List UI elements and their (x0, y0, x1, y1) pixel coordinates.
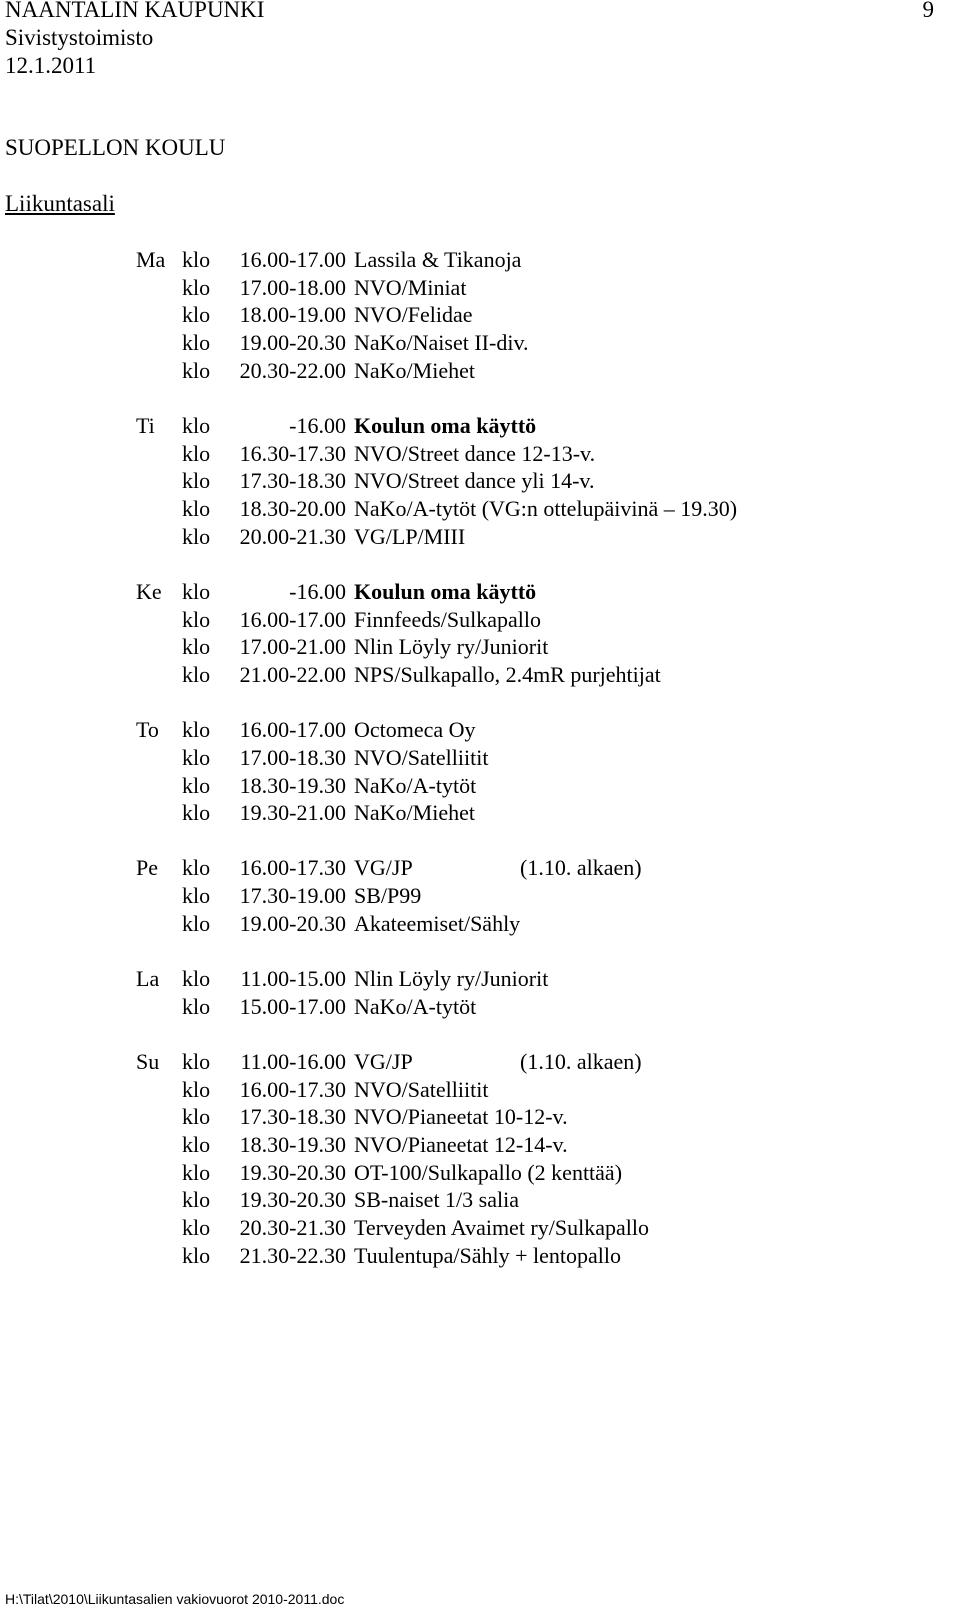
file-path-footer: H:\Tilat\2010\Liikuntasalien vakiovuorot 2010-2011.doc (5, 1591, 345, 1607)
activity-name: NVO/Satelliitit (354, 1076, 489, 1102)
klo-label: klo (182, 1131, 211, 1157)
day-label (136, 1186, 182, 1214)
klo-label: klo (182, 357, 211, 383)
schedule-row (136, 661, 737, 689)
time-range: 11.00-15.00 (240, 965, 346, 991)
time-range: 19.00-20.30 (239, 330, 346, 356)
day-label (136, 772, 182, 800)
activity-name: Akateemiset/Sähly (354, 910, 521, 936)
activity-name: VG/LP/MIII (354, 523, 466, 549)
time-range: 18.30-19.30 (239, 1131, 346, 1157)
activity-name: OT-100/Sulkapallo (2 kenttää) (354, 1159, 623, 1185)
school-title: SUOPELLON KOULU (5, 135, 226, 160)
klo-label: klo (182, 1104, 211, 1130)
day-block-la (136, 965, 737, 1020)
schedule-row (136, 965, 737, 993)
time-range: 16.30-17.30 (239, 440, 346, 466)
schedule-row (136, 882, 737, 910)
day-block-to (136, 716, 737, 827)
time-range: 17.00-18.00 (239, 274, 346, 300)
klo-label: klo (182, 800, 211, 826)
klo-label: klo (182, 910, 211, 936)
document-date: 12.1.2011 (5, 53, 97, 78)
activity-note: (1.10. alkaen) (520, 1048, 642, 1074)
day-block-su (136, 1048, 737, 1270)
day-block-ma (136, 246, 737, 384)
schedule-row (136, 606, 737, 634)
schedule-row (136, 329, 737, 357)
activity-name: Terveyden Avaimet ry/Sulkapallo (354, 1214, 649, 1240)
activity-name: NPS/Sulkapallo, 2.4mR purjehtijat (354, 661, 661, 687)
time-range: 17.00-18.30 (239, 744, 346, 770)
day-label (136, 910, 182, 938)
schedule-row (136, 357, 737, 385)
day-label (136, 1076, 182, 1104)
activity-name: NaKo/A-tytöt (354, 993, 477, 1019)
time-range: 18.00-19.00 (239, 302, 346, 328)
klo-label: klo (182, 634, 211, 660)
day-label (136, 274, 182, 302)
schedule-row (136, 1048, 737, 1076)
day-label (136, 799, 182, 827)
time-range: 19.30-20.30 (239, 1159, 346, 1185)
time-range: -16.00 (289, 412, 346, 438)
schedule-row (136, 578, 737, 606)
activity-name: NaKo/A-tytöt (VG:n ottelupäivinä – 19.30) (354, 496, 738, 521)
time-range: 19.00-20.30 (239, 910, 346, 936)
klo-label: klo (182, 440, 211, 466)
activity-name: Koulun oma käyttö (354, 412, 537, 438)
day-label (136, 329, 182, 357)
day-label: Pe (136, 855, 158, 881)
klo-label: klo (182, 302, 211, 328)
activity-name: VG/JP (354, 855, 413, 881)
time-range: 16.00-17.30 (239, 1076, 346, 1102)
klo-label: klo (182, 965, 211, 991)
day-block-pe (136, 854, 737, 937)
schedule-row (136, 716, 737, 744)
hall-title: Liikuntasali (5, 191, 115, 216)
day-label: Ke (136, 578, 162, 604)
time-range: 11.00-16.00 (240, 1048, 346, 1074)
day-label: La (136, 965, 160, 991)
day-label (136, 301, 182, 329)
time-range: 16.00-17.00 (239, 606, 346, 632)
day-label: Su (136, 1048, 160, 1074)
klo-label: klo (182, 412, 211, 438)
schedule-row (136, 799, 737, 827)
activity-name: Tuulentupa/Sähly + lentopallo (354, 1242, 622, 1268)
schedule-row (136, 1131, 737, 1159)
klo-label: klo (182, 772, 211, 798)
time-range: 18.30-19.30 (239, 772, 346, 798)
activity-name: NVO/Satelliitit (354, 744, 489, 770)
day-label (136, 744, 182, 772)
time-range: 21.30-22.30 (239, 1242, 346, 1268)
day-label (136, 1242, 182, 1270)
activity-name: NaKo/Naiset II-div. (354, 330, 529, 356)
klo-label: klo (182, 661, 211, 687)
schedule-row (136, 1103, 737, 1131)
klo-label: klo (182, 717, 211, 743)
day-label (136, 1159, 182, 1187)
day-label (136, 1131, 182, 1159)
activity-name: NaKo/Miehet (354, 357, 475, 383)
schedule-row (136, 744, 737, 772)
time-range: 15.00-17.00 (239, 993, 346, 1019)
klo-label: klo (182, 855, 211, 881)
time-range: 16.00-17.00 (239, 717, 346, 743)
activity-name: Finnfeeds/Sulkapallo (354, 606, 541, 632)
day-block-ke (136, 578, 737, 689)
klo-label: klo (182, 1214, 211, 1240)
schedule-row (136, 440, 737, 468)
day-label (136, 661, 182, 689)
klo-label: klo (182, 468, 211, 494)
schedule-row (136, 1159, 737, 1187)
activity-name: Nlin Löyly ry/Juniorit (354, 634, 549, 660)
schedule-row (136, 1242, 737, 1270)
time-range: 17.30-19.00 (239, 883, 346, 909)
time-range: 19.30-20.30 (239, 1187, 346, 1213)
activity-note: (1.10. alkaen) (520, 855, 642, 881)
schedule-row (136, 772, 737, 800)
klo-label: klo (182, 1242, 211, 1268)
schedule-row (136, 1186, 737, 1214)
activity-name: Koulun oma käyttö (354, 578, 537, 604)
klo-label: klo (182, 1159, 211, 1185)
day-label (136, 606, 182, 634)
schedule-row (136, 854, 737, 882)
schedule-row (136, 1076, 737, 1104)
klo-label: klo (182, 606, 211, 632)
activity-name: NVO/Felidae (354, 302, 473, 328)
klo-label: klo (182, 993, 211, 1019)
department-name: Sivistystoimisto (5, 25, 154, 50)
activity-name: Nlin Löyly ry/Juniorit (354, 965, 549, 991)
time-range: 20.00-21.30 (239, 523, 346, 549)
activity-name: NVO/Pianeetat 10-12-v. (354, 1104, 568, 1130)
klo-label: klo (182, 523, 211, 549)
schedule-row (136, 633, 737, 661)
klo-label: klo (182, 1187, 211, 1213)
activity-name: NVO/Street dance yli 14-v. (354, 468, 595, 494)
page-number: 9 (922, 0, 934, 22)
day-label (136, 357, 182, 385)
activity-name: NaKo/Miehet (354, 800, 475, 826)
activity-name: NVO/Miniat (354, 274, 467, 300)
schedule-row (136, 412, 737, 440)
time-range: 17.30-18.30 (239, 1104, 346, 1130)
schedule-row (136, 1214, 737, 1242)
schedule-row (136, 246, 737, 274)
activity-name: SB-naiset 1/3 salia (354, 1187, 519, 1213)
activity-name: NVO/Pianeetat 12-14-v. (354, 1131, 568, 1157)
schedule-row (136, 523, 737, 551)
activity-name: NaKo/A-tytöt (354, 772, 477, 798)
activity-name: VG/JP (354, 1048, 413, 1074)
klo-label: klo (182, 1048, 211, 1074)
activity-name: Octomeca Oy (354, 717, 476, 743)
klo-label: klo (182, 247, 211, 272)
day-label: Ti (136, 412, 155, 438)
activity-name: SB/P99 (354, 883, 422, 909)
day-label (136, 1214, 182, 1242)
time-range: 17.00-21.00 (239, 634, 346, 660)
schedule-row (136, 467, 737, 495)
document-header (5, 0, 955, 80)
day-label: To (136, 717, 159, 743)
activity-name: NVO/Street dance 12-13-v. (354, 440, 596, 466)
klo-label: klo (182, 883, 211, 909)
klo-label: klo (182, 1076, 211, 1102)
day-label (136, 633, 182, 661)
day-label (136, 993, 182, 1021)
schedule-row (136, 910, 737, 938)
time-range: 16.00-17.00 (239, 247, 346, 272)
schedule-row (136, 301, 737, 329)
activity-name: Lassila & Tikanoja (354, 247, 522, 272)
schedule-row (136, 993, 737, 1021)
time-range: 21.00-22.00 (239, 661, 346, 687)
day-block-ti (136, 412, 737, 550)
organization-name: NAANTALIN KAUPUNKI (5, 0, 265, 22)
time-range: 20.30-21.30 (239, 1214, 346, 1240)
day-label (136, 440, 182, 468)
time-range: 17.30-18.30 (239, 468, 346, 494)
time-range: -16.00 (289, 578, 346, 604)
day-label (136, 467, 182, 495)
time-range: 19.30-21.00 (239, 800, 346, 826)
day-label (136, 523, 182, 551)
day-label (136, 1103, 182, 1131)
time-range: 18.30-20.00 (239, 496, 346, 521)
klo-label: klo (182, 496, 211, 521)
day-label: Ma (136, 247, 166, 272)
time-range: 16.00-17.30 (239, 855, 346, 881)
schedule-row (136, 495, 737, 523)
time-range: 20.30-22.00 (239, 357, 346, 383)
day-label (136, 495, 182, 523)
klo-label: klo (182, 274, 211, 300)
day-label (136, 882, 182, 910)
klo-label: klo (182, 578, 211, 604)
schedule (136, 246, 737, 1297)
klo-label: klo (182, 330, 211, 356)
schedule-row (136, 274, 737, 302)
klo-label: klo (182, 744, 211, 770)
